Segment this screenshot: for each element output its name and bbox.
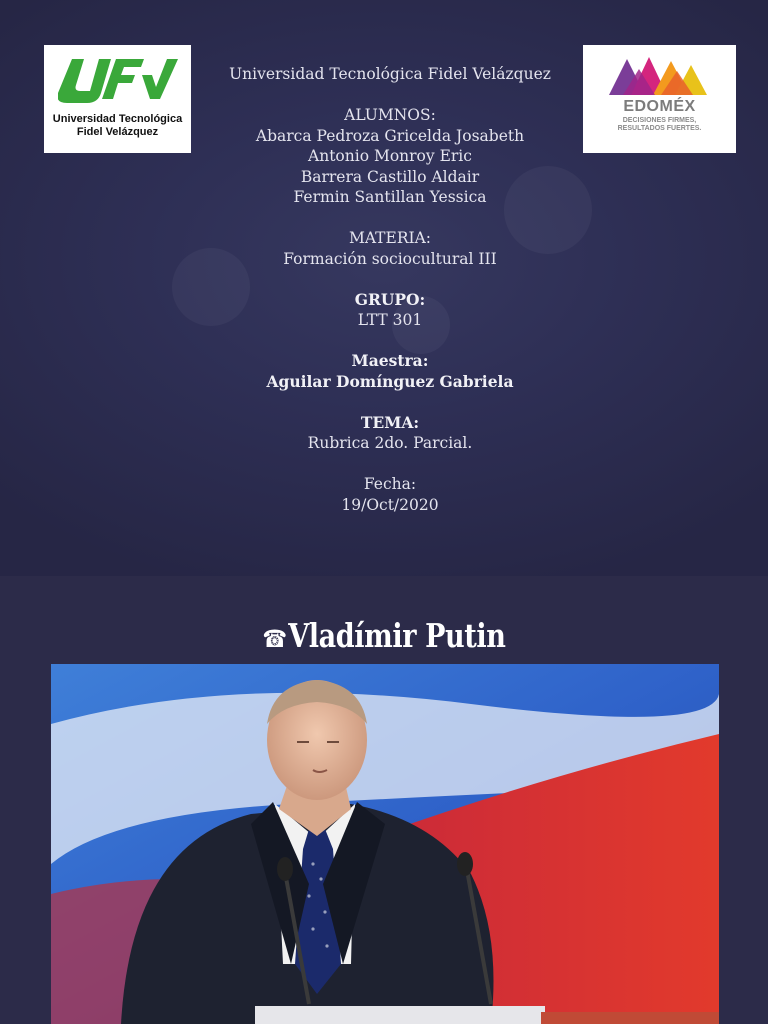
edomex-tagline [583, 117, 736, 133]
students-label: ALUMNOS: [344, 106, 436, 124]
date-label: Fecha: [363, 475, 417, 493]
slide-title-text: Vladímir Putin [288, 616, 506, 655]
teacher-value: Aguilar Domínguez Gabriela [266, 371, 514, 391]
group-value: LTT 301 [357, 311, 423, 329]
cover-info [200, 64, 580, 515]
edomex-logo [583, 45, 736, 153]
tagline-line: RESULTADOS FUERTES. [617, 125, 702, 132]
subject-value: Formación sociocultural III [283, 249, 497, 268]
edomex-triangles-icon [609, 55, 711, 97]
student-name: Antonio Monroy Eric [308, 147, 472, 165]
slide-title [69, 616, 699, 655]
subject-label: MATERIA: [348, 229, 432, 247]
putin-slide [0, 576, 768, 1024]
tagline-line: DECISIONES FIRMES, [622, 117, 697, 124]
group-label: GRUPO: [354, 289, 426, 309]
topic-label: TEMA: [360, 412, 420, 432]
university-logo-caption [44, 113, 191, 139]
logo-caption-line: Universidad Tecnológica [52, 113, 183, 125]
student-name: Fermin Santillan Yessica [293, 188, 487, 206]
teacher-label: Maestra: [351, 351, 429, 370]
portrait-photo [51, 664, 719, 1024]
date-value: 19/Oct/2020 [341, 495, 439, 514]
university-name: Universidad Tecnológica Fidel Velázquez [229, 65, 551, 83]
topic-value: Rubrica 2do. Parcial. [307, 434, 473, 452]
student-name: Barrera Castillo Aldair [300, 167, 480, 186]
edomex-brand: EDOMÉX [623, 98, 696, 115]
university-logo [44, 45, 191, 153]
logo-caption-line: Fidel Velázquez [76, 126, 159, 138]
ufvj-logo-icon [58, 53, 178, 107]
bullet-glyph-icon: ☎ [262, 625, 287, 653]
portrait-illustration [51, 664, 719, 1024]
student-name: Abarca Pedroza Gricelda Josabeth [255, 126, 525, 145]
